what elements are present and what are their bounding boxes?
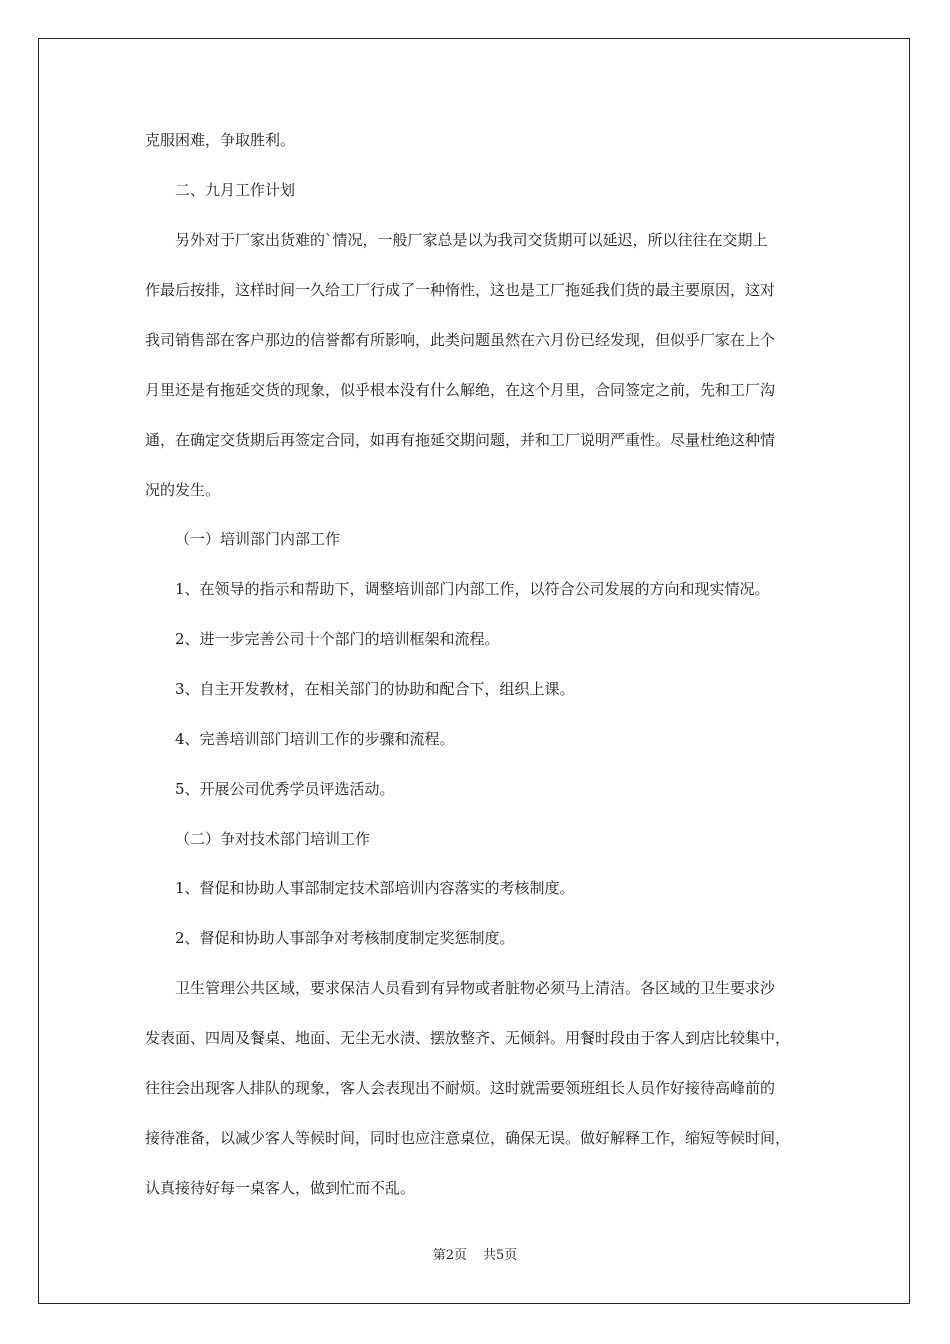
section-heading: 二、九月工作计划 — [175, 181, 296, 199]
text-line: 况的发生。 — [145, 481, 221, 499]
text-line: 我司销售部在客户那边的信誉都有所影响，此类问题虽然在六月份已经发现，但似乎厂家在上个 — [145, 331, 776, 349]
list-item: 5、开展公司优秀学员评选活动。 — [175, 780, 395, 798]
text-line: 克服困难，争取胜利。 — [145, 131, 296, 149]
list-item: 1、督促和协助人事部制定技术部培训内容落实的考核制度。 — [175, 879, 575, 897]
page-footer — [0, 1246, 950, 1266]
list-item: 2、督促和协助人事部争对考核制度制定奖惩制度。 — [175, 929, 515, 947]
page-total: 共5页 — [483, 1248, 518, 1263]
subsection-heading: （二）争对技术部门培训工作 — [175, 830, 371, 848]
text-line: 另外对于厂家出货难的`情况，一般厂家总是以为我司交货期可以延迟，所以往往在交期上 — [175, 231, 768, 249]
page-number: 第2页 — [432, 1248, 467, 1263]
text-line: 认真接待好每一桌客人，做到忙而不乱。 — [145, 1179, 416, 1197]
text-line: 往往会出现客人排队的现象，客人会表现出不耐烦。这时就需要领班组长人员作好接待高峰前的 — [145, 1079, 776, 1097]
text-line: 发表面、四周及餐桌、地面、无尘无水渍、摆放整齐、无倾斜。用餐时段由于客人到店比较集中， — [145, 1029, 791, 1047]
list-item: 2、进一步完善公司十个部门的培训框架和流程。 — [175, 630, 500, 648]
text-line: 作最后按排，这样时间一久给工厂行成了一种惰性，这也是工厂拖延我们货的最主要原因，这对 — [145, 281, 776, 299]
text-line: 卫生管理公共区域，要求保洁人员看到有异物或者脏物必须马上清洁。各区域的卫生要求沙 — [175, 979, 776, 997]
list-item: 1、在领导的指示和帮助下，调整培训部门内部工作，以符合公司发展的方向和现实情况。 — [175, 580, 770, 598]
list-item: 3、自主开发教材，在相关部门的协助和配合下，组织上课。 — [175, 680, 575, 698]
text-line: 接待准备，以减少客人等候时间，同时也应注意桌位，确保无误。做好解释工作，缩短等候时间， — [145, 1129, 791, 1147]
text-line: 通，在确定交货期后再签定合同，如再有拖延交期问题，并和工厂说明严重性。尽量杜绝这种情 — [145, 431, 776, 449]
text-line: 月里还是有拖延交货的现象，似乎根本没有什么解绝，在这个月里，合同签定之前，先和工厂沟 — [145, 381, 776, 399]
list-item: 4、完善培训部门培训工作的步骤和流程。 — [175, 730, 455, 748]
subsection-heading: （一）培训部门内部工作 — [175, 530, 341, 548]
